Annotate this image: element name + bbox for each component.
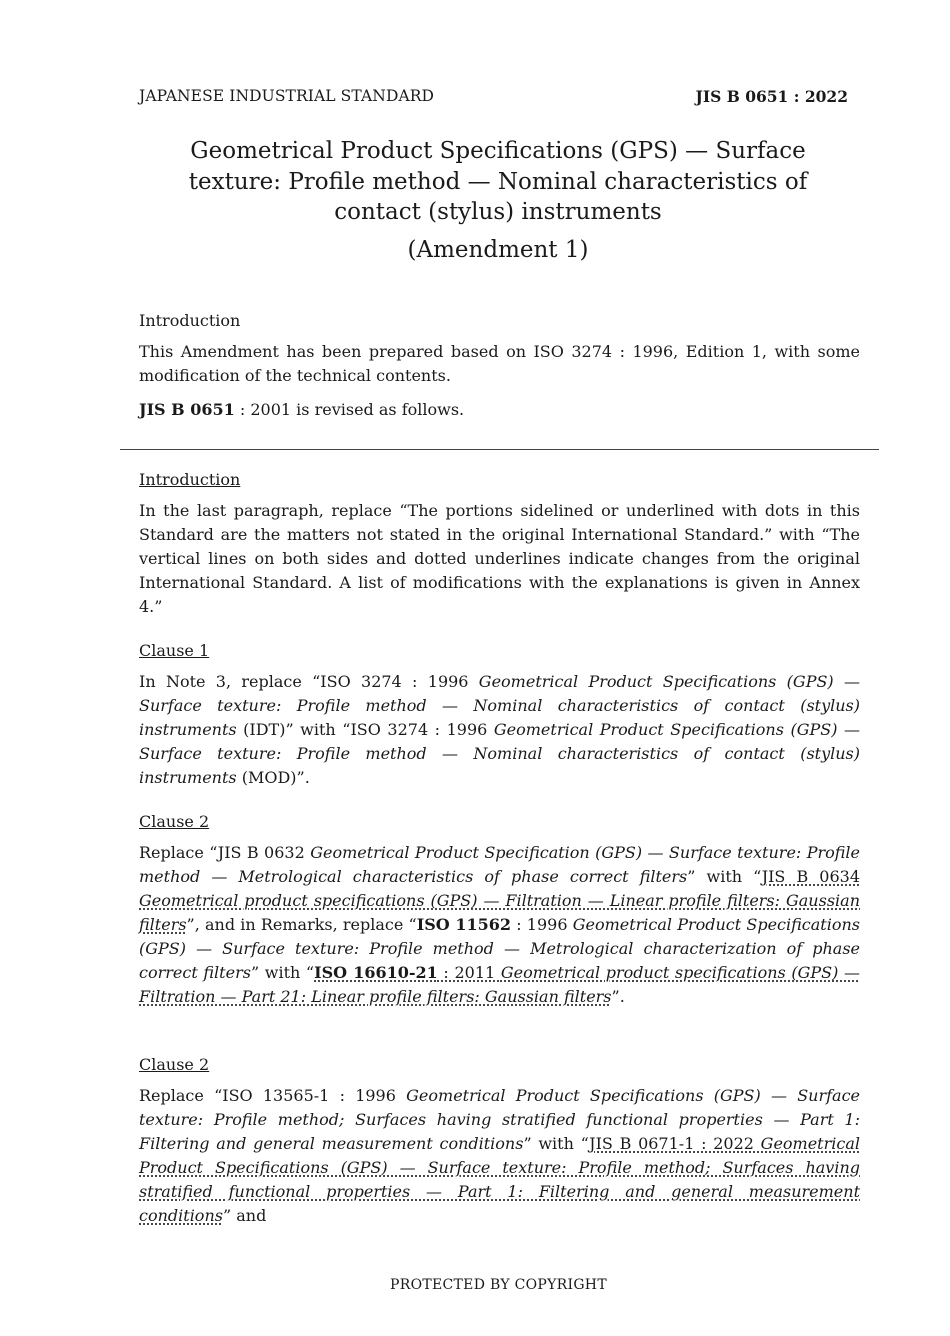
section-heading: Clause 1 <box>139 641 210 660</box>
title-line: Geometrical Product Specifications (GPS) — Surface <box>190 138 806 164</box>
paragraph: Replace “ISO 13565-1 : 1996 Geometrical Product Specifications (GPS) — Surface texture: Profile method; Surfaces having stratified functional properties — Part 1: Filtering and general measurement conditions” with “JIS B 0671-1 : 2022 Geometrical Product Specifications (GPS) — Surface texture: Profile method; Surfaces having stratified functional properties — Part 1: Filtering and general measurement conditions” and <box>139 1086 860 1225</box>
paragraph: This Amendment has been prepared based on ISO 3274 : 1996, Edition 1, with some modification of the technical contents. <box>139 342 860 385</box>
section-heading: Introduction <box>139 470 241 489</box>
amendment-label: (Amendment 1) <box>407 237 589 263</box>
amendment-introduction <box>139 311 860 422</box>
paragraph: In the last paragraph, replace “The portions sidelined or underlined with dots in this Standard are the matters not stated in the original International Standard.” with “The vertical lines on both sides and dotted underlines indicate changes from the original International Standard. A list of modifications with the explanations is given in Annex 4.” <box>139 501 860 616</box>
section-clause-2 <box>139 812 860 1009</box>
section-clause-2-continued <box>139 1055 860 1228</box>
section-introduction <box>139 470 860 619</box>
paragraph: JIS B 0651 : 2001 is revised as follows. <box>139 400 465 419</box>
title-line: contact (stylus) instruments <box>334 199 662 225</box>
separator-line <box>120 449 879 450</box>
section-heading: Clause 2 <box>139 812 210 831</box>
section-heading: Clause 2 <box>139 1055 210 1074</box>
standard-ref: JIS B 0651 <box>139 400 235 419</box>
document-title <box>150 136 846 228</box>
section-clause-1 <box>139 641 860 790</box>
paragraph: Replace “JIS B 0632 Geometrical Product Specification (GPS) — Surface texture: Profile method — Metrological characteristics of phase correct filters” with “JIS B 0634 Geometrical product specifications (GPS) — Filtration — Linear profile filters: Gaussian filters”, and in Remarks, replace “ISO 11562 : 1996 Geometrical Product Specifications (GPS) — Surface texture: Profile method — Metrological characterization of phase correct filters” with “ISO 16610-21 : 2011 Geometrical product specifications (GPS) — Filtration — Part 21: Linear profile filters: Gaussian filters”. <box>139 843 861 1006</box>
copyright-footer: PROTECTED BY COPYRIGHT <box>390 1277 607 1293</box>
paragraph: In Note 3, replace “ISO 3274 : 1996 Geometrical Product Specifications (GPS) — Surface texture: Profile method — Nominal characteristics of contact (stylus) instruments (IDT)” with “ISO 3274 : 1996 Geometrical Product Specifications (GPS) — Surface texture: Profile method — Nominal characteristics of contact (stylus) instruments (MOD)”. <box>139 672 860 787</box>
section-heading: Introduction <box>139 311 241 330</box>
title-line: texture: Profile method — Nominal characteristics of <box>188 168 808 195</box>
standard-number-header: JIS B 0651 : 2022 <box>695 87 848 106</box>
standard-type-header: JAPANESE INDUSTRIAL STANDARD <box>139 87 435 105</box>
